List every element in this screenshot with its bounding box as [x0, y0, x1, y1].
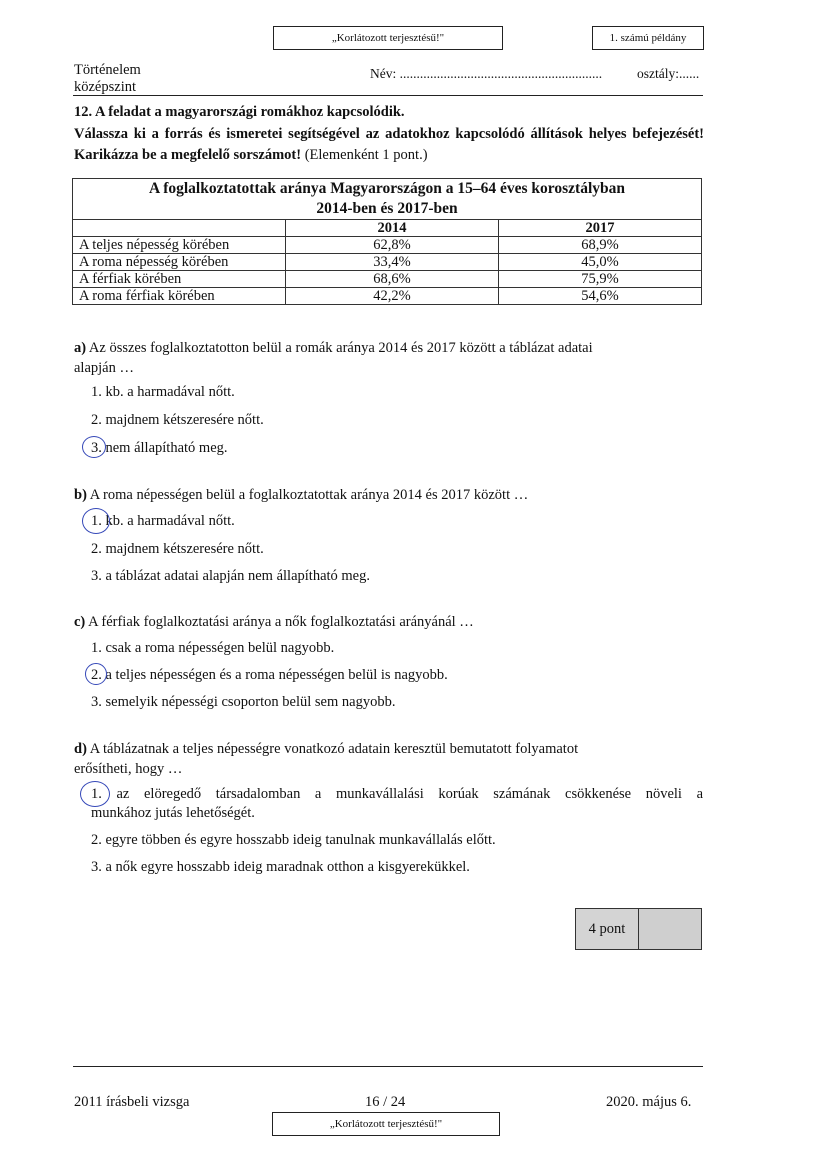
class-field[interactable]: osztály:...... [637, 66, 700, 81]
value-2017: 68,9% [499, 237, 702, 254]
value-2017: 54,6% [499, 288, 702, 305]
option-b-2[interactable]: 2. majdnem kétszeresére nőtt. [91, 541, 264, 557]
answer-circle-a [82, 436, 106, 458]
score-field[interactable] [639, 909, 701, 949]
option-d-2[interactable]: 2. egyre többen és egyre hosszabb ideig tanulnak munkavállalás előtt. [91, 832, 496, 848]
question-stem: A férfiak foglalkoztatási aránya a nők foglalkoztatási arányánál … [88, 614, 474, 630]
score-box [575, 908, 702, 950]
option-b-3[interactable]: 3. a táblázat adatai alapján nem állapítható meg. [91, 568, 370, 584]
row-label: A roma férfiak körében [73, 288, 286, 305]
option-c-3[interactable]: 3. semelyik népességi csoporton belül sem nagyobb. [91, 694, 396, 710]
task-title: 12. A feladat a magyarországi romákhoz kapcsolódik. [74, 104, 405, 120]
value-2017: 75,9% [499, 271, 702, 288]
task-instruction [74, 124, 704, 166]
value-2014: 33,4% [286, 254, 499, 271]
employment-table [72, 178, 702, 305]
level: középszint [74, 79, 137, 95]
table-caption [73, 179, 702, 220]
row-label: A roma népesség körében [73, 254, 286, 271]
table-row [73, 288, 702, 305]
row-label: A férfiak körében [73, 271, 286, 288]
question-stem-cont: alapján … [74, 360, 134, 376]
question-letter: c) [74, 614, 86, 630]
table-caption-line1: A foglalkoztatottak aránya Magyarországon a 15–64 éves korosztályban [148, 180, 626, 197]
score-label: 4 pont [576, 909, 639, 949]
question-d [74, 739, 704, 779]
copy-label: 1. számú példány [592, 26, 704, 50]
value-2014: 42,2% [286, 288, 499, 305]
option-d-3[interactable]: 3. a nők egyre hosszabb ideig maradnak otthon a kisgyerekükkel. [91, 859, 470, 875]
name-field[interactable]: Név: ............................................................ [370, 66, 603, 81]
option-a-3[interactable]: 3. nem állapítható meg. [91, 440, 228, 456]
question-letter: b) [74, 487, 87, 503]
question-stem: Az összes foglalkoztatotton belül a romák aránya 2014 és 2017 között a táblázat adatai [88, 340, 593, 356]
answer-circle-d [80, 781, 110, 807]
option-a-2[interactable]: 2. majdnem kétszeresére nőtt. [91, 412, 264, 428]
column-header: 2014 [286, 220, 499, 237]
question-letter: d) [74, 741, 87, 757]
table-caption-line2: 2014-ben és 2017-ben [316, 200, 458, 217]
table-row [73, 271, 702, 288]
question-c [74, 614, 474, 631]
instruction-note: (Elemenként 1 pont.) [301, 147, 428, 163]
column-header: 2017 [499, 220, 702, 237]
option-c-1[interactable]: 1. csak a roma népességen belül nagyobb. [91, 640, 335, 656]
answer-circle-b [82, 508, 110, 534]
question-letter: a) [74, 340, 87, 356]
question-stem-cont: erősítheti, hogy … [74, 761, 183, 777]
question-stem: A táblázatnak a teljes népességre vonatkozó adatain keresztül bemutatott folyamatot [89, 741, 579, 757]
table-row [73, 237, 702, 254]
option-b-1[interactable]: 1. kb. a harmadával nőtt. [91, 513, 235, 529]
option-d-1[interactable] [91, 785, 703, 823]
subject: Történelem [74, 62, 141, 78]
distribution-note-header: „Korlátozott terjesztésű!" [273, 26, 503, 50]
exam-date: 2020. május 6. [606, 1094, 692, 1110]
instruction-bold: Válassza ki a forrás és ismeretei segítségével az adatokhoz kapcsolódó állítások helyes befejezését! Karikázza be a megfelelő sorszámot! [74, 126, 704, 163]
option-d-1-line1: 1. az elöregedő társadalomban a munkavállalási korúak számának csökkenése növeli a [91, 786, 703, 802]
answer-circle-c [85, 663, 107, 685]
distribution-note-footer: „Korlátozott terjesztésű!" [272, 1112, 500, 1136]
column-header [73, 220, 286, 237]
row-label: A teljes népesség körében [73, 237, 286, 254]
value-2014: 62,8% [286, 237, 499, 254]
option-d-1-line2: munkához jutás lehetőségét. [91, 805, 255, 821]
table-row [73, 254, 702, 271]
question-b [74, 487, 528, 504]
option-c-2[interactable]: 2. a teljes népességen és a roma népességen belül is nagyobb. [91, 667, 448, 683]
value-2017: 45,0% [499, 254, 702, 271]
exam-code: 2011 írásbeli vizsga [74, 1094, 190, 1110]
header-divider [73, 95, 703, 96]
value-2014: 68,6% [286, 271, 499, 288]
option-a-1[interactable]: 1. kb. a harmadával nőtt. [91, 384, 235, 400]
footer-divider [73, 1066, 703, 1067]
page-number: 16 / 24 [365, 1094, 406, 1110]
question-a [74, 338, 704, 378]
question-stem: A roma népességen belül a foglalkoztatottak aránya 2014 és 2017 között … [89, 487, 529, 503]
